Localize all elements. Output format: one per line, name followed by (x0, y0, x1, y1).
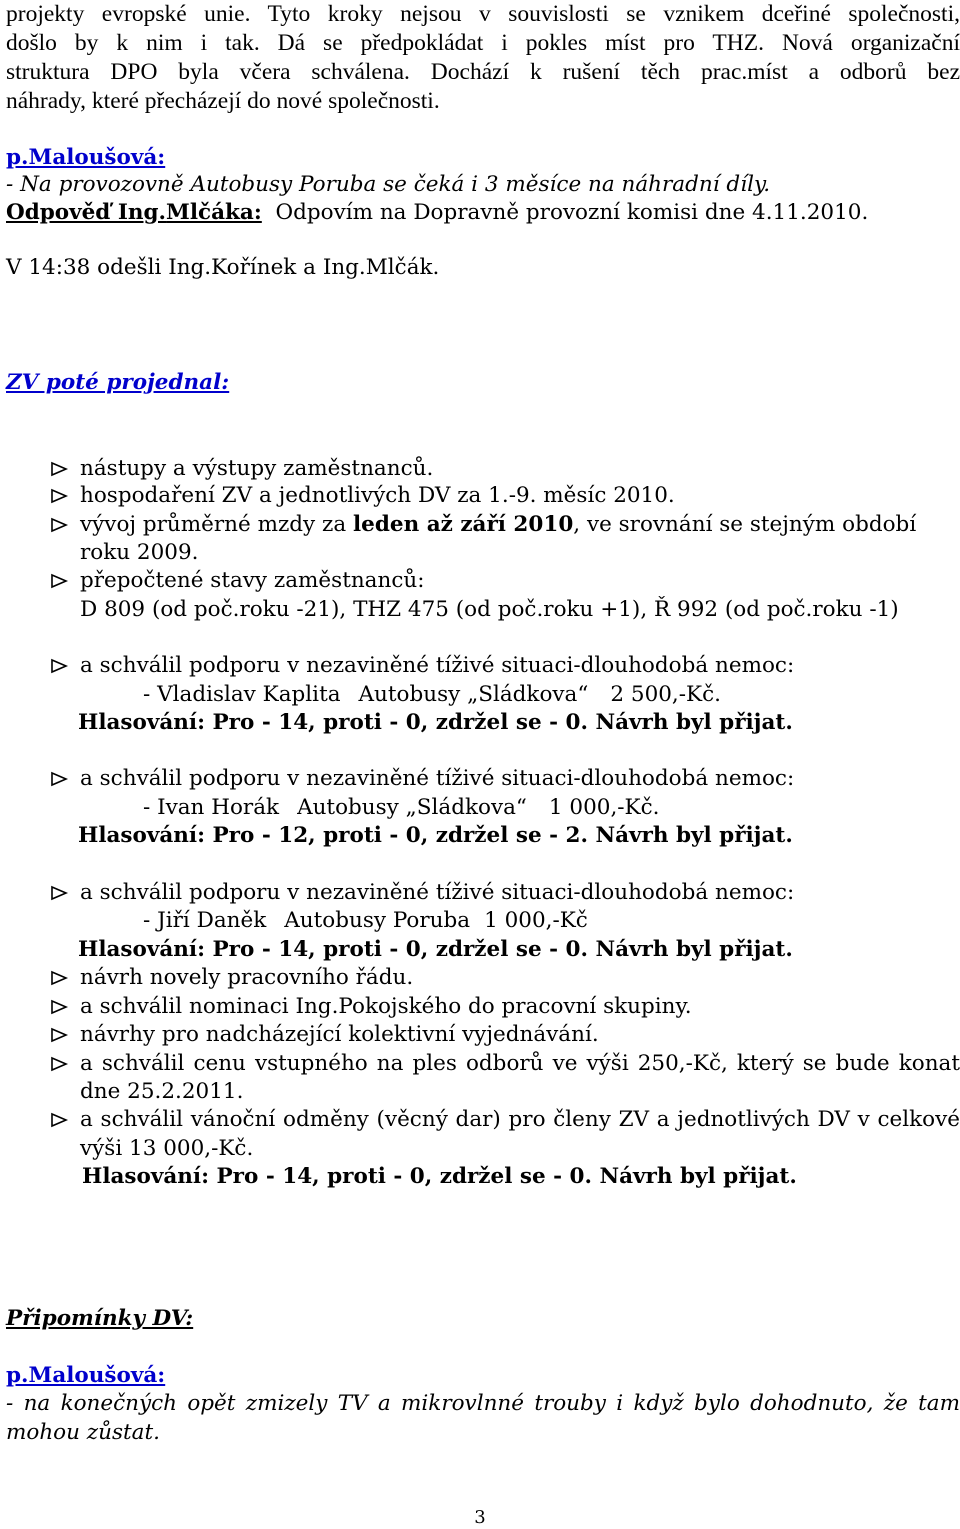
arrow-bullet-icon (48, 879, 72, 907)
list-item: přepočtené stavy zaměstnanců: (80, 568, 425, 593)
vote-result: Hlasování: Pro - 14, proti - 0, zdržel se - 0. Návrh byl přijat. (78, 937, 793, 962)
list-item: a schválil nominaci Ing.Pokojského do pracovní skupiny. (80, 994, 692, 1019)
support-recipient (143, 681, 721, 709)
speaker-remark: - Na provozovně Autobusy Poruba se čeká i 3 měsíce na náhradní díly. (6, 172, 771, 197)
arrow-bullet-icon (48, 567, 72, 595)
list-item: a schválil vánoční odměny (věcný dar) pro členy ZV a jednotlivých DV v celkové (80, 1107, 960, 1132)
recipient-workplace: Autobusy Poruba (284, 908, 471, 933)
speaker-remark: mohou zůstat. (6, 1420, 160, 1445)
arrow-bullet-icon (48, 1106, 72, 1134)
departure-name: Kořínek (211, 255, 297, 280)
list-item-emphasis: leden až září 2010 (353, 512, 574, 537)
answer-line (6, 199, 960, 227)
section-heading: ZV poté projednal: (6, 370, 230, 395)
answer-text: Odpovím na Dopravně provozní komisi dne 4.11.2010. (275, 200, 869, 225)
paragraph-line: došlo by k nim i tak. Dá se předpokládat i pokles míst pro THZ. Nová organizační (6, 30, 960, 56)
list-item-continuation: výši 13 000,-Kč. (80, 1136, 254, 1161)
arrow-bullet-icon (48, 482, 72, 510)
vote-result: Hlasování: Pro - 14, proti - 0, zdržel se - 0. Návrh byl přijat. (78, 710, 793, 735)
support-recipient (143, 907, 588, 935)
list-item-text: vývoj průměrné mzdy za (80, 512, 354, 537)
list-item-continuation: roku 2009. (80, 540, 199, 565)
vote-result: Hlasování: Pro - 14, proti - 0, zdržel se - 0. Návrh byl přijat. (82, 1164, 797, 1189)
recipient-name: - Ivan Horák (143, 795, 280, 820)
recipient-amount: 2 500,-Kč. (610, 682, 721, 707)
list-item-continuation: dne 25.2.2011. (80, 1079, 244, 1104)
arrow-bullet-icon (48, 1050, 72, 1078)
arrow-bullet-icon (48, 1021, 72, 1049)
list-item: hospodaření ZV a jednotlivých DV za 1.-9. měsíc 2010. (80, 483, 675, 508)
speaker-remark: - na konečných opět zmizely TV a mikrovlnné trouby i když bylo dohodnuto, že tam (6, 1391, 960, 1416)
recipient-name: - Vladislav Kaplita (143, 682, 341, 707)
list-item: a schválil podporu v nezaviněné tíživé situaci-dlouhodobá nemoc: (80, 766, 795, 791)
list-item (80, 511, 960, 539)
paragraph-line: náhrady, které přecházejí do nové společnosti. (6, 88, 440, 114)
recipient-workplace: Autobusy „Sládkova“ (297, 795, 527, 820)
page-number: 3 (474, 1507, 486, 1528)
vote-result: Hlasování: Pro - 12, proti - 0, zdržel se - 2. Návrh byl přijat. (78, 823, 793, 848)
recipient-name: - Jiří Daněk (143, 908, 267, 933)
paragraph-line: struktura DPO byla včera schválena. Dochází k rušení těch prac.míst a odborů bez (6, 59, 960, 85)
arrow-bullet-icon (48, 993, 72, 1021)
support-recipient (143, 794, 660, 822)
speaker-label: p.Maloušová: (6, 145, 166, 170)
list-item: a schválil cenu vstupného na ples odborů ve výši 250,-Kč, který se bude konat (80, 1051, 960, 1076)
answer-label: Odpověď Ing. (6, 200, 167, 225)
recipient-workplace: Autobusy „Sládkova“ (358, 682, 589, 707)
list-item: a schválil podporu v nezaviněné tíživé situaci-dlouhodobá nemoc: (80, 880, 795, 905)
departure-text: a Ing. (296, 255, 366, 280)
speaker-label: p.Maloušová: (6, 1363, 166, 1388)
arrow-bullet-icon (48, 964, 72, 992)
list-item: nástupy a výstupy zaměstnanců. (80, 456, 434, 481)
arrow-bullet-icon (48, 511, 72, 539)
departure-name: Mlčák. (365, 255, 440, 280)
list-item: a schválil podporu v nezaviněné tíživé situaci-dlouhodobá nemoc: (80, 653, 795, 678)
list-item: návrh novely pracovního řádu. (80, 965, 414, 990)
paragraph-line: projekty evropské unie. Tyto kroky nejsou v souvislosti se vznikem dceřiné společnosti, (6, 1, 960, 27)
section-heading: Připomínky DV: (6, 1306, 194, 1331)
recipient-amount: 1 000,-Kč. (548, 795, 660, 820)
arrow-bullet-icon (48, 765, 72, 793)
arrow-bullet-icon (48, 455, 72, 483)
departure-line (6, 254, 960, 282)
departure-text: V 14:38 odešli Ing. (6, 255, 212, 280)
list-item: návrhy pro nadcházející kolektivní vyjednávání. (80, 1022, 599, 1047)
arrow-bullet-icon (48, 652, 72, 680)
answer-label-name: Mlčáka: (166, 200, 262, 225)
recipient-amount: 1 000,-Kč (484, 908, 588, 933)
list-item-continuation: D 809 (od poč.roku -21), THZ 475 (od poč.roku +1), Ř 992 (od poč.roku -1) (80, 597, 899, 622)
list-item-text: , ve srovnání se stejným období (573, 512, 917, 537)
